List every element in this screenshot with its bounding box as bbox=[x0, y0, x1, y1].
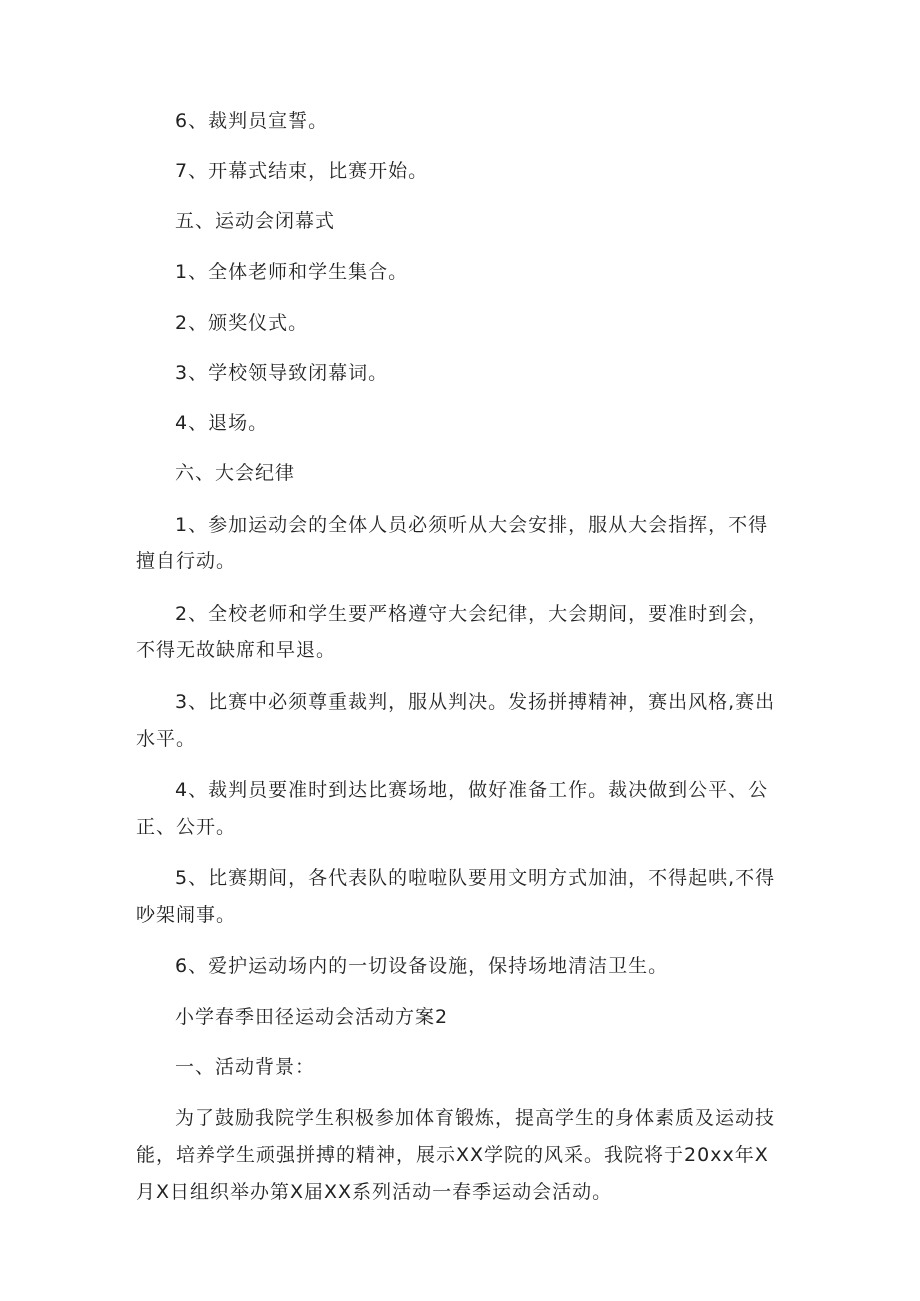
item-exit: 4、退场。 bbox=[175, 412, 269, 434]
rule-3-line-2: 水平。 bbox=[136, 728, 197, 750]
rule-5-line-1: 5、比赛期间，各代表队的啦啦队要用文明方式加油，不得起哄,不得 bbox=[175, 867, 776, 889]
item-closing-speech: 3、学校领导致闭幕词。 bbox=[175, 362, 389, 384]
rule-5-line-2: 吵架闹事。 bbox=[136, 904, 237, 926]
background-line-1: 为了鼓励我院学生积极参加体育锻炼，提高学生的身体素质及运动技 bbox=[175, 1107, 776, 1129]
rule-4-line-1: 4、裁判员要准时到达比赛场地，做好准备工作。裁决做到公平、公 bbox=[175, 779, 769, 801]
rule-6: 6、爱护运动场内的一切设备设施，保持场地清洁卫生。 bbox=[175, 955, 669, 977]
rule-2-line-2: 不得无故缺席和早退。 bbox=[136, 639, 337, 661]
item-referee-oath: 6、裁判员宣誓。 bbox=[175, 110, 329, 132]
plan-2-title: 小学春季田径运动会活动方案2 bbox=[175, 1006, 449, 1028]
section-heading-discipline: 六、大会纪律 bbox=[175, 462, 296, 484]
item-awards: 2、颁奖仪式。 bbox=[175, 312, 309, 334]
rule-2-line-1: 2、全校老师和学生要严格遵守大会纪律，大会期间，要准时到会， bbox=[175, 603, 769, 625]
rule-1-line-2: 擅自行动。 bbox=[136, 550, 237, 572]
rule-1-line-1: 1、参加运动会的全体人员必须听从大会安排，服从大会指挥，不得 bbox=[175, 514, 769, 536]
section-heading-closing: 五、运动会闭幕式 bbox=[175, 210, 336, 232]
section-heading-background: 一、活动背景： bbox=[175, 1056, 316, 1078]
item-opening-end: 7、开幕式结束，比赛开始。 bbox=[175, 160, 429, 182]
item-assemble: 1、全体老师和学生集合。 bbox=[175, 261, 409, 283]
background-line-3: 月X日组织举办第X届XX系列活动一春季运动会活动。 bbox=[136, 1181, 613, 1203]
rule-3-line-1: 3、比赛中必须尊重裁判，服从判决。发扬拼搏精神，赛出风格,赛出 bbox=[175, 691, 776, 713]
background-line-2: 能，培养学生顽强拼搏的精神，展示XX学院的风采。我院将于20xx年X bbox=[136, 1144, 769, 1166]
rule-4-line-2: 正、公开。 bbox=[136, 816, 237, 838]
